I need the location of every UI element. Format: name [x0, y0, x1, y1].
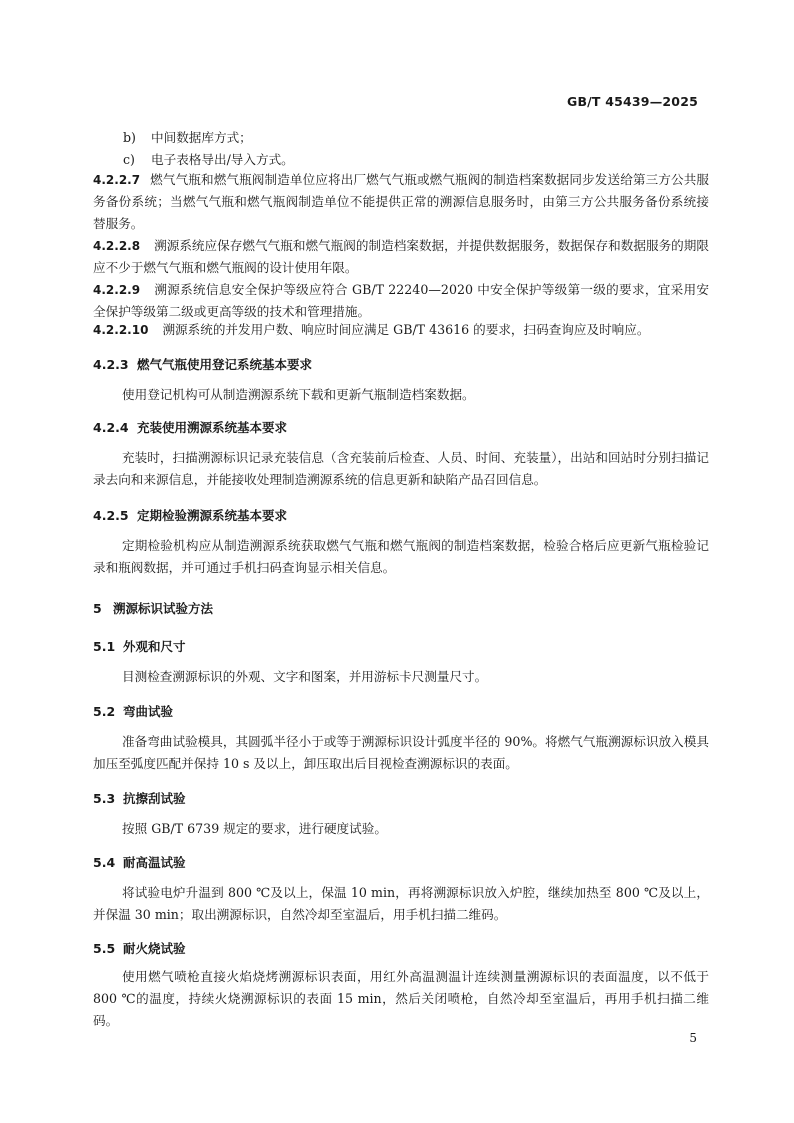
- subsection-body: 将试验电炉升温到 800 ℃及以上，保温 10 min，再将溯源标识放入炉腔，继续加热至 800 ℃及以上，并保温 30 min；取出溯源标识，自然冷却至室温后，用手机扫描二维码。: [93, 885, 709, 922]
- subsection-number: 5.5: [93, 941, 116, 956]
- clause-text: 溯源系统的并发用户数、响应时间应满足 GB/T 43616 的要求，扫码查询应及时响应。: [162, 322, 650, 337]
- list-text: 中间数据库方式；: [151, 130, 252, 145]
- section-title: 定期检验溯源系统基本要求: [137, 508, 288, 523]
- section-body: 充装时，扫描溯源标识记录充装信息（含充装前后检查、人员、时间、充装量），出站和回站时分别扫描记录去向和来源信息，并能接收处理制造溯源系统的信息更新和缺陷产品召回信息。: [93, 450, 709, 487]
- clause-text: 燃气气瓶和燃气瓶阀制造单位应将出厂燃气气瓶或燃气瓶阀的制造档案数据同步发送给第三方公共服务备份系统；当燃气气瓶和燃气瓶阀制造单位不能提供正常的溯源信息服务时，由第三方公共服务备份系统接替服务。: [93, 172, 709, 231]
- clause-number: 4.2.2.8: [93, 239, 141, 253]
- chapter-number: 5: [93, 601, 102, 616]
- subsection-heading: [93, 789, 186, 807]
- section-body: 使用登记机构可从制造溯源系统下载和更新气瓶制造档案数据。: [122, 387, 475, 402]
- clause-number: 4.2.2.10: [93, 323, 149, 337]
- clause-4-2-2-8: [93, 235, 709, 279]
- subsection-title: 耐火烧试验: [123, 941, 186, 956]
- list-marker: b): [123, 130, 136, 145]
- subsection-number: 5.1: [93, 639, 116, 654]
- subsection-number: 5.3: [93, 791, 116, 806]
- chapter-title: 溯源标识试验方法: [113, 601, 214, 616]
- page-number: 5: [689, 1031, 697, 1045]
- clause-4-2-2-9: [93, 279, 709, 323]
- section-number: 4.2.3: [93, 357, 129, 372]
- subsection-heading: [93, 637, 186, 655]
- subsection-title: 弯曲试验: [123, 704, 174, 719]
- standard-number: GB/T 45439—2025: [566, 94, 698, 109]
- section-number: 4.2.4: [93, 420, 129, 435]
- chapter-heading: [93, 599, 213, 617]
- subsection-title: 外观和尺寸: [123, 639, 186, 654]
- list-text: 电子表格导出/导入方式。: [151, 152, 294, 167]
- section-body: 定期检验机构应从制造溯源系统获取燃气气瓶和燃气瓶阀的制造档案数据，检验合格后应更新气瓶检验记录和瓶阀数据，并可通过手机扫码查询显示相关信息。: [93, 538, 709, 575]
- clause-text: 溯源系统信息安全保护等级应符合 GB/T 22240—2020 中安全保护等级第一级的要求，宜采用安全保护等级第二级或更高等级的技术和管理措施。: [93, 282, 709, 319]
- clause-text: 溯源系统应保存燃气气瓶和燃气瓶阀的制造档案数据，并提供数据服务，数据保存和数据服务的期限应不少于燃气气瓶和燃气瓶阀的设计使用年限。: [93, 238, 709, 275]
- subsection-number: 5.4: [93, 855, 116, 870]
- subsection-body: 按照 GB/T 6739 规定的要求，进行硬度试验。: [122, 821, 387, 836]
- section-title: 充装使用溯源系统基本要求: [137, 420, 288, 435]
- section-number: 4.2.5: [93, 508, 129, 523]
- subsection-body: 准备弯曲试验模具，其圆弧半径小于或等于溯源标识设计弧度半径的 90%。将燃气气瓶溯源标识放入模具加压至弧度匹配并保持 10 s 及以上，卸压取出后目视检查溯源标识的表面。: [93, 734, 709, 771]
- list-item: [123, 149, 739, 171]
- section-heading: [93, 355, 312, 373]
- clause-4-2-2-10: [93, 319, 709, 341]
- section-heading: [93, 506, 287, 524]
- subsection-body: 目测检查溯源标识的外观、文字和图案，并用游标卡尺测量尺寸。: [122, 669, 488, 684]
- subsection-heading: [93, 702, 173, 720]
- subsection-title: 耐高温试验: [123, 855, 186, 870]
- subsection-heading: [93, 939, 186, 957]
- clause-4-2-2-7: [93, 169, 709, 235]
- clause-number: 4.2.2.7: [93, 173, 141, 187]
- subsection-number: 5.2: [93, 704, 116, 719]
- subsection-title: 抗擦刮试验: [123, 791, 186, 806]
- list-marker: c): [123, 152, 135, 167]
- subsection-body: 使用燃气喷枪直接火焰烧烤溯源标识表面，用红外高温测温计连续测量溯源标识的表面温度，以不低于 800 ℃的温度，持续火烧溯源标识的表面 15 min，然后关闭喷枪，自然冷却至室温后，再用手机扫描二维码。: [93, 969, 709, 1028]
- list-item: [123, 127, 739, 149]
- section-heading: [93, 418, 287, 436]
- clause-number: 4.2.2.9: [93, 283, 141, 297]
- section-title: 燃气气瓶使用登记系统基本要求: [137, 357, 313, 372]
- subsection-heading: [93, 853, 186, 871]
